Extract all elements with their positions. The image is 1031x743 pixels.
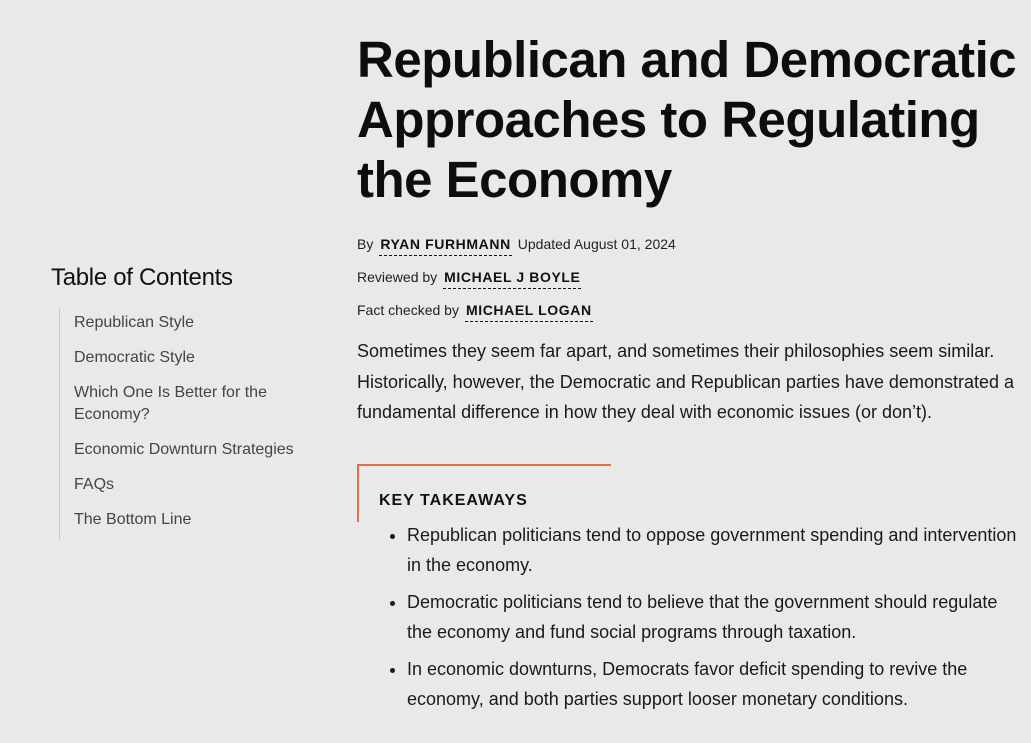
factchecker-link[interactable]: MICHAEL LOGAN [465,300,593,322]
toc-item-bottom-line[interactable]: The Bottom Line [74,511,192,528]
key-takeaways [357,464,1027,715]
toc-item-faqs[interactable]: FAQs [74,476,115,493]
author-link[interactable]: RYAN FURHMANN [379,234,511,256]
intro-paragraph: Sometimes they seem far apart, and sometimes their philosophies seem similar. Historically, however, the Democratic and Republican parties have demonstrated a fundamental difference in how they deal with economic issues (or don’t). [357,341,1014,422]
toc-title: Table of Contents [51,264,233,291]
byline-author [357,234,1027,256]
takeaways-accent-frame [357,464,611,522]
takeaways-title: KEY TAKEAWAYS [379,491,528,509]
toc-list [59,308,311,540]
updated-date: Updated August 01, 2024 [517,236,676,252]
toc-item-which-better[interactable]: Which One Is Better for the Economy? [74,384,267,423]
takeaways-list [357,520,1027,715]
takeaway-item: • Republican politicians tend to oppose government spending and intervention in the economy. [407,520,1027,581]
toc-item-republican-style[interactable]: Republican Style [74,314,195,331]
byline-factchecker [357,300,1027,322]
table-of-contents [51,264,311,556]
byline-reviewer [357,267,1027,289]
reviewed-label: Reviewed by [357,269,438,285]
toc-item-downturn-strategies[interactable]: Economic Downturn Strategies [74,441,294,458]
reviewer-link[interactable]: MICHAEL J BOYLE [443,267,581,289]
article [357,30,1027,721]
by-label: By [357,236,374,252]
toc-item-democratic-style[interactable]: Democratic Style [74,349,195,366]
takeaway-item: • Democratic politicians tend to believe that the government should regulate the economy and fund social programs through taxation. [407,587,1027,648]
factcheck-label: Fact checked by [357,302,459,318]
takeaway-item: • In economic downturns, Democrats favor deficit spending to revive the economy, and both parties support looser monetary conditions. [407,654,1027,715]
article-title: Republican and Democratic Approaches to Regulating the Economy [357,31,1017,208]
